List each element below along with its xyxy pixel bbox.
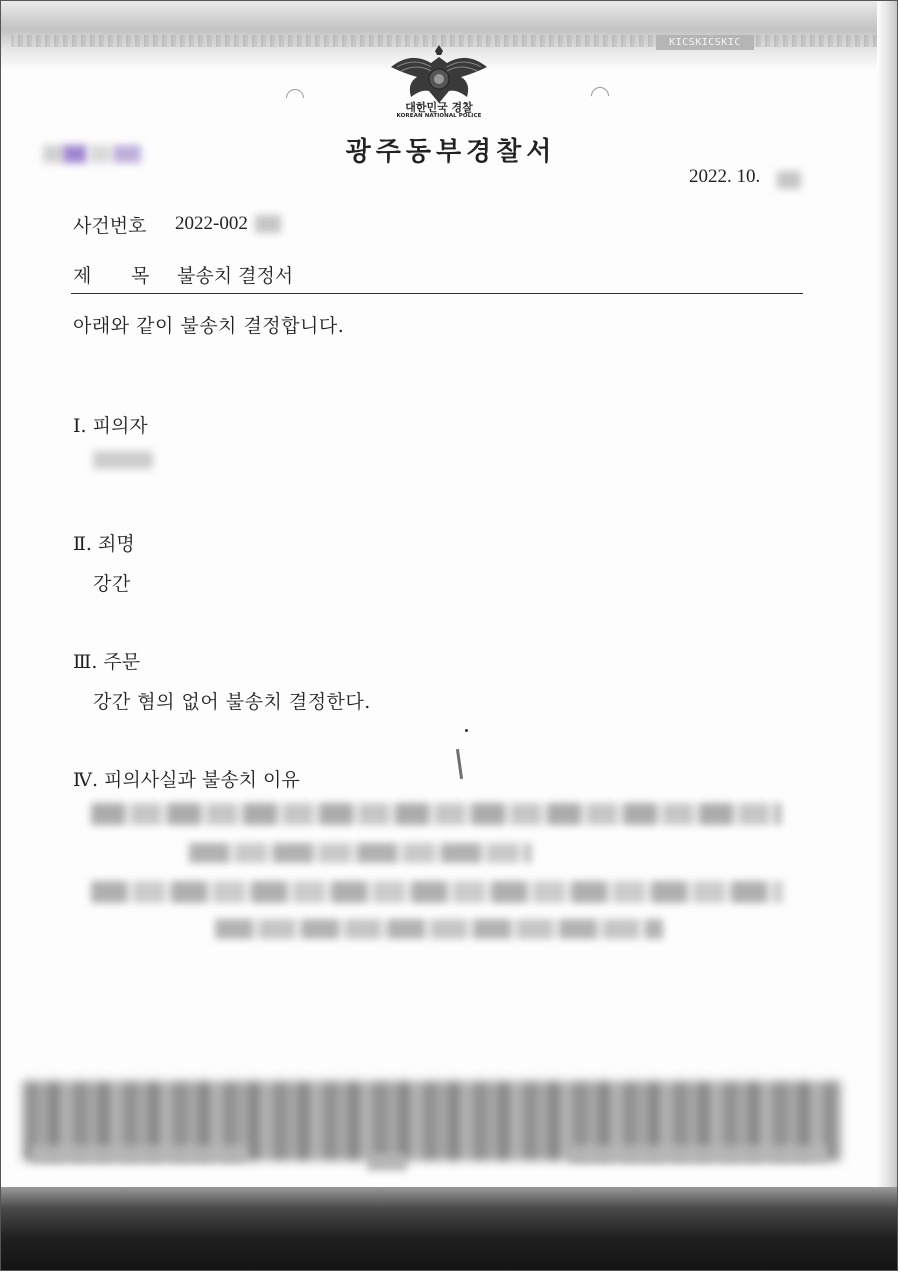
redacted-text-line: [91, 881, 783, 903]
redaction-block: [43, 145, 63, 163]
document-date: 2022. 10.: [689, 166, 761, 187]
subject-label-1: 제: [73, 265, 92, 287]
redaction-block: [63, 145, 87, 163]
section-1-heading: Ⅰ. 피의자: [73, 415, 148, 437]
scan-speck: [465, 729, 468, 732]
emblem-korean-label: 대한민국 경찰: [405, 101, 473, 114]
subject-value: 불송치 결정서: [177, 265, 294, 287]
case-number-label: 사건번호: [73, 215, 147, 237]
footer-redaction: [567, 1145, 827, 1163]
redaction-block: [89, 145, 111, 163]
footer-redaction: [367, 1153, 407, 1171]
punch-hole-left: [282, 85, 307, 110]
intro-text: 아래와 같이 불송치 결정합니다.: [73, 315, 345, 337]
emblem-english-label: KOREAN NATIONAL POLICE: [396, 113, 482, 119]
punch-hole-right: [587, 83, 612, 108]
redacted-text-line: [215, 919, 663, 939]
case-number-redaction: [255, 215, 281, 233]
date-redaction: [777, 171, 801, 189]
section-3-content: 강간 혐의 없어 불송치 결정한다.: [93, 691, 371, 713]
subject-label-2: 목: [131, 265, 150, 287]
scan-right-edge-shadow: [877, 1, 897, 1271]
section-3-heading: Ⅲ. 주문: [73, 651, 141, 673]
section-4-heading: Ⅳ. 피의사실과 불송치 이유: [73, 769, 300, 791]
redaction-block: [113, 145, 141, 163]
header-divider: [71, 293, 803, 294]
redacted-text-line: [91, 803, 781, 825]
case-number-value: 2022-002: [175, 213, 248, 234]
suspect-name-redaction: [93, 451, 153, 469]
kics-stamp: KICSKICSKIC: [656, 35, 754, 50]
redacted-text-line: [189, 843, 531, 863]
agency-name: 광주동부경찰서: [345, 137, 557, 167]
scan-bottom-shadow: [1, 1187, 898, 1271]
section-2-heading: Ⅱ. 죄명: [73, 533, 135, 555]
scan-speck: [456, 749, 463, 779]
section-2-content: 강간: [93, 573, 131, 595]
footer-redaction: [31, 1145, 247, 1163]
